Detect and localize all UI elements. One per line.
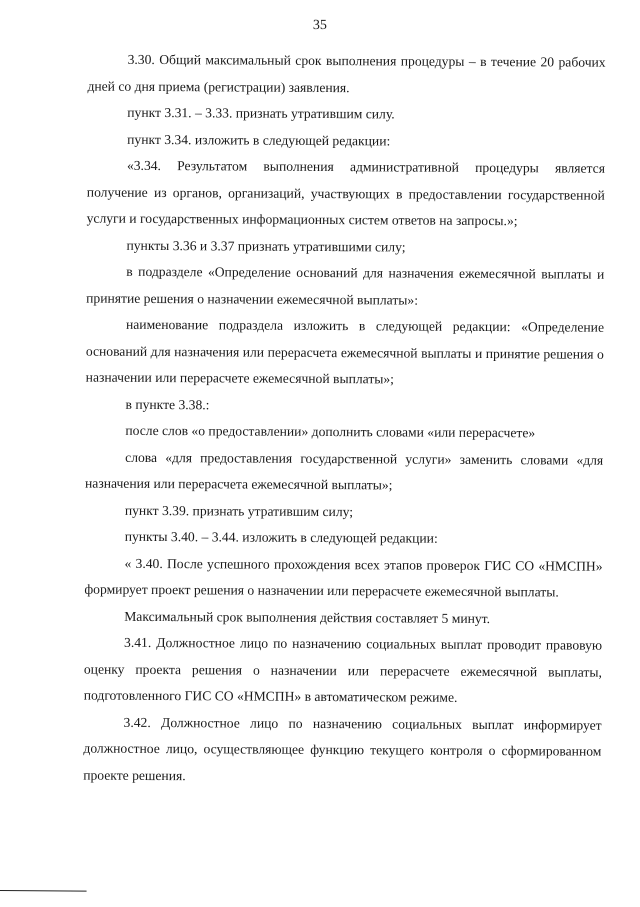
- paragraph-3-36-repeal: пункты 3.36 и 3.37 признать утратившими силу;: [126, 237, 406, 255]
- paragraph-3-34-text: «3.34. Результатом выполнения административной процедуры является получение из органов, организаций, участвующих в предоставлении государственной услуги и государственных информационных систем ответов на запросы.»;: [86, 157, 606, 229]
- paragraph-3-38-addition: после слов «о предоставлении» дополнить словами «или перерасчете»: [125, 422, 536, 441]
- paragraph-subsection-title: наименование подраздела изложить в следующей редакции: «Определение оснований для назначения или перерасчета ежемесячной выплаты и принятие решения о назначении или перерасчете ежемесячной выплаты»;: [85, 316, 605, 387]
- paragraph-3-38-replace: слова «для предоставления государственной услуги» заменить словами «для назначения или перерасчета ежемесячной выплаты»;: [84, 449, 604, 493]
- paragraph-3-34-intro: пункт 3.34. изложить в следующей редакции:: [127, 131, 391, 148]
- paragraph-3-40-intro: пункты 3.40. – 3.44. изложить в следующей редакции:: [124, 528, 438, 546]
- document-body: [83, 47, 606, 792]
- paragraph-3-42: 3.42. Должностное лицо по назначению социальных выплат информирует должностное лицо, осуществляющее функцию текущего контроля о сформированном проекте решения.: [83, 714, 602, 783]
- paragraph-max-time: Максимальный срок выполнения действия составляет 5 минут.: [124, 608, 491, 626]
- paragraph-3-31-repeal: пункт 3.31. – 3.33. признать утратившим силу.: [127, 104, 395, 122]
- paragraph-3-41: 3.41. Должностное лицо по назначению социальных выплат проводит правовую оценку проекта решения о назначении или перерасчете ежемесячной выплаты, подготовленного ГИС СО «НМСПН» в автоматическом режиме.: [83, 634, 603, 705]
- paragraph-3-30: 3.30. Общий максимальный срок выполнения процедуры – в течение 20 рабочих дней со дня приема (регистрации) заявления.: [87, 51, 606, 95]
- paragraph-3-38-intro: в пункте 3.38.:: [125, 396, 210, 412]
- paragraph-3-39-repeal: пункт 3.39. признать утратившим силу;: [124, 502, 354, 519]
- paragraph-3-40-text: « 3.40. После успешного прохождения всех этапов проверок ГИС СО «НМСПН» формирует проект решения о назначении или перерасчете ежемесячной выплаты.: [84, 555, 603, 600]
- page-number: 35: [312, 17, 327, 34]
- footnote-divider: [0, 890, 87, 892]
- paragraph-subsection-intro: в подразделе «Определение оснований для назначения ежемесячной выплаты и принятие решения о назначении ежемесячной выплаты»:: [86, 263, 605, 308]
